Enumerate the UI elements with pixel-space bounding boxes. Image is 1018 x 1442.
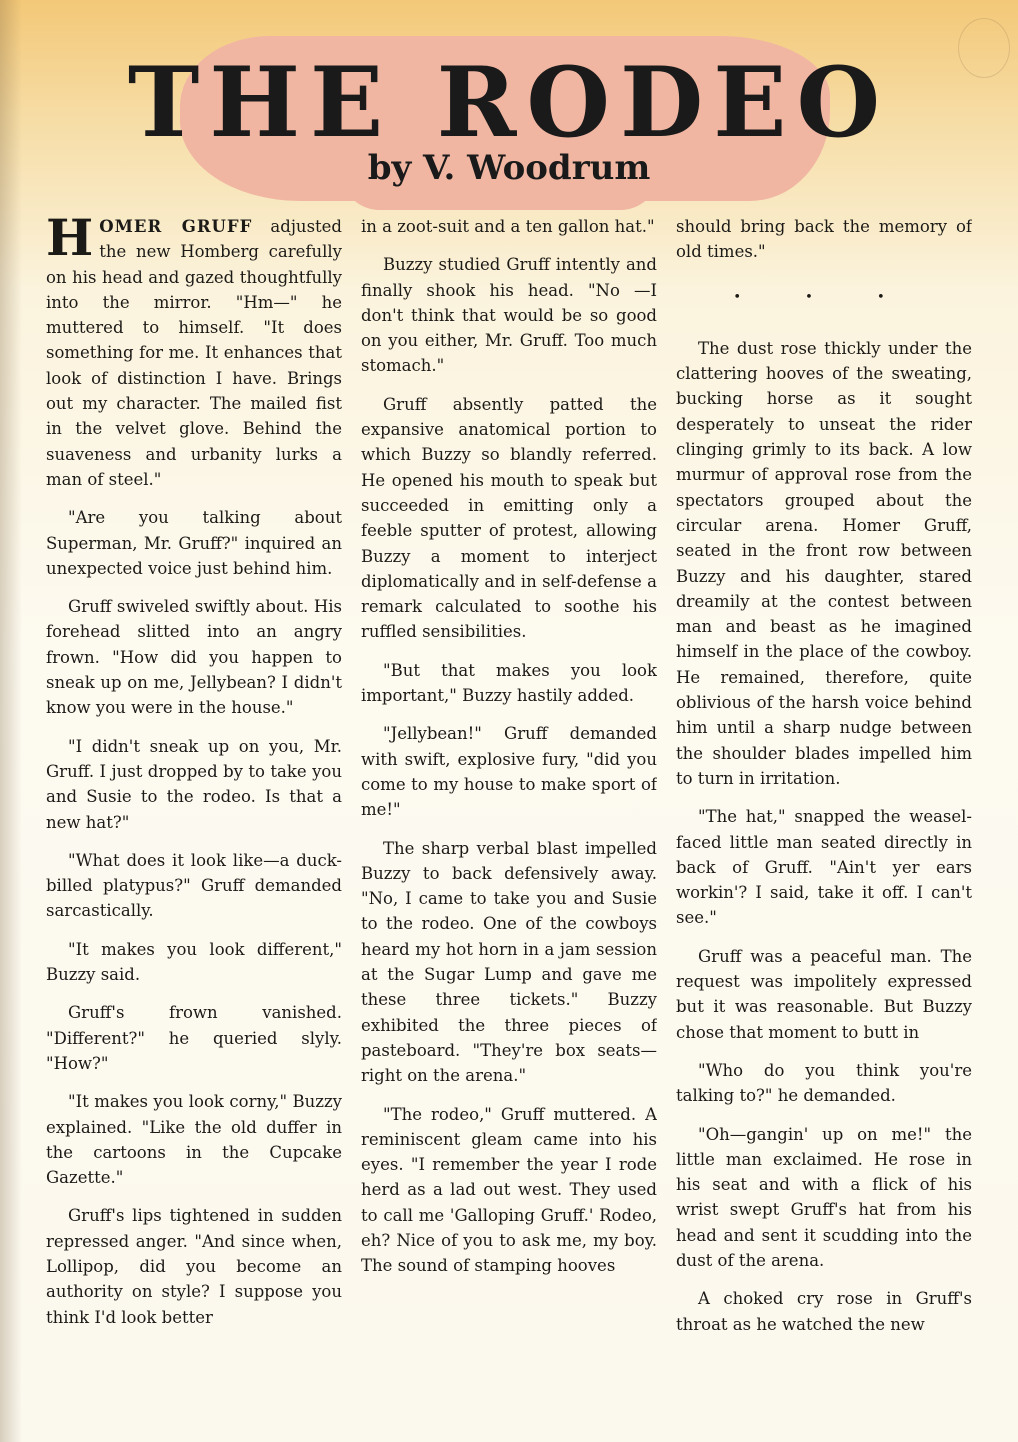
lead-paragraph — [46, 214, 342, 492]
column-2 — [361, 214, 657, 1414]
section-break-ornament: • • • — [733, 289, 915, 305]
paragraph: The dust rose thickly under the clattering hooves of the sweating, bucking horse as it sought desperately to unseat the rider clinging grimly to its back. A low murmur of approval rose from the spectators grouped about the circular arena. Homer Gruff, seated in the front row between Buzzy and his daughter, stared dreamily at the contest between man and beast as he imagined himself in the place of the cowboy. He remained, therefore, quite oblivious of the harsh voice behind him until a sharp nudge between the shoulder blades impelled him to turn in irritation. — [676, 338, 972, 788]
paragraph: "The rodeo," Gruff muttered. A reminiscent gleam came into his eyes. "I remember the year I rode herd as a lad out west. They used to call me 'Galloping Gruff.' Rodeo, eh? Nice of you to ask me, my boy. The sound of stamping hooves — [361, 1104, 657, 1276]
story-byline: by V. Woodrum — [367, 148, 651, 188]
paragraph: A choked cry rose in Gruff's throat as he watched the new — [676, 1289, 972, 1334]
paragraph: Gruff swiveled swiftly about. His forehead slitted into an angry frown. "How did you happen to sneak up on me, Jellybean? I didn't know you were in the house." — [46, 597, 342, 718]
paragraph: "But that makes you look important," Buzzy hastily added. — [361, 660, 657, 706]
column-3 — [676, 214, 972, 1414]
paragraph: The sharp verbal blast impelled Buzzy to back defensively away. "No, I came to take you and Susie to the rodeo. One of the cowboys heard my hot horn in a jam session at the Sugar Lump and gave me these three tickets." Buzzy exhibited the three pieces of pasteboard. "They're box seats—right on the arena." — [361, 838, 657, 1086]
paragraph: "I didn't sneak up on you, Mr. Gruff. I just dropped by to take you and Susie to the rodeo. Is that a new hat?" — [46, 736, 342, 832]
paragraph: Gruff's frown vanished. "Different?" he queried slyly. "How?" — [46, 1003, 342, 1073]
paragraph: Buzzy studied Gruff intently and finally shook his head. "No —I don't think that would be so good on you either, Mr. Gruff. Too much stomach." — [361, 255, 657, 376]
paragraph: "The hat," snapped the weasel-faced little man seated directly in back of Gruff. "Ain't yer ears workin'? I said, take it off. I can't see." — [676, 807, 972, 928]
paragraph: "Who do you think you're talking to?" he demanded. — [676, 1060, 972, 1106]
column-1 — [46, 214, 342, 1414]
lead-name: OMER GRUFF — [99, 217, 253, 236]
paragraph: "Oh—gangin' up on me!" the little man exclaimed. He rose in his seat and with a flick of his wrist swept Gruff's hat from his head and sent it scudding into the dust of the arena. — [676, 1124, 972, 1270]
paragraph-continued: should bring back the memory of old times." — [676, 217, 972, 262]
paragraph: Gruff was a peaceful man. The request was impolitely expressed but it was reasonable. But Buzzy chose that moment to butt in — [676, 946, 972, 1042]
paragraph: "Are you talking about Superman, Mr. Gruff?" inquired an unexpected voice just behind him. — [46, 508, 342, 578]
lead-text: adjusted the new Homberg carefully on his head and gazed thoughtfully into the mirror. "Hm—" he muttered to himself. "It does something for me. It enhances that look of distinction I have. Brings out my character. The mailed fist in the velvet glove. Behind the suaveness and urbanity lurks a man of steel." — [46, 217, 342, 489]
drop-cap: H — [46, 214, 94, 267]
paragraph: Gruff's lips tightened in sudden repressed anger. "And since when, Lollipop, did you become an authority on style? I suppose you think I'd look better — [46, 1206, 342, 1327]
paragraph: "Jellybean!" Gruff demanded with swift, explosive fury, "did you come to my house to make sport of me!" — [361, 724, 657, 820]
story-title: THE RODEO — [127, 46, 891, 159]
paragraph: Gruff absently patted the expansive anatomical portion to which Buzzy so blandly referred. He opened his mouth to speak but succeeded in emitting only a feeble sputter of protest, allowing Buzzy a moment to interject diplomatically and in self-defense a remark calculated to soothe his ruffled sensibilities. — [361, 394, 657, 642]
paragraph: "It makes you look corny," Buzzy explained. "Like the old duffer in the cartoons in the Cupcake Gazette." — [46, 1092, 342, 1188]
paragraph-continued: in a zoot-suit and a ten gallon hat." — [361, 217, 655, 236]
paragraph: "It makes you look different," Buzzy said. — [46, 939, 342, 985]
paragraph: "What does it look like—a duck-billed platypus?" Gruff demanded sarcastically. — [46, 850, 342, 921]
